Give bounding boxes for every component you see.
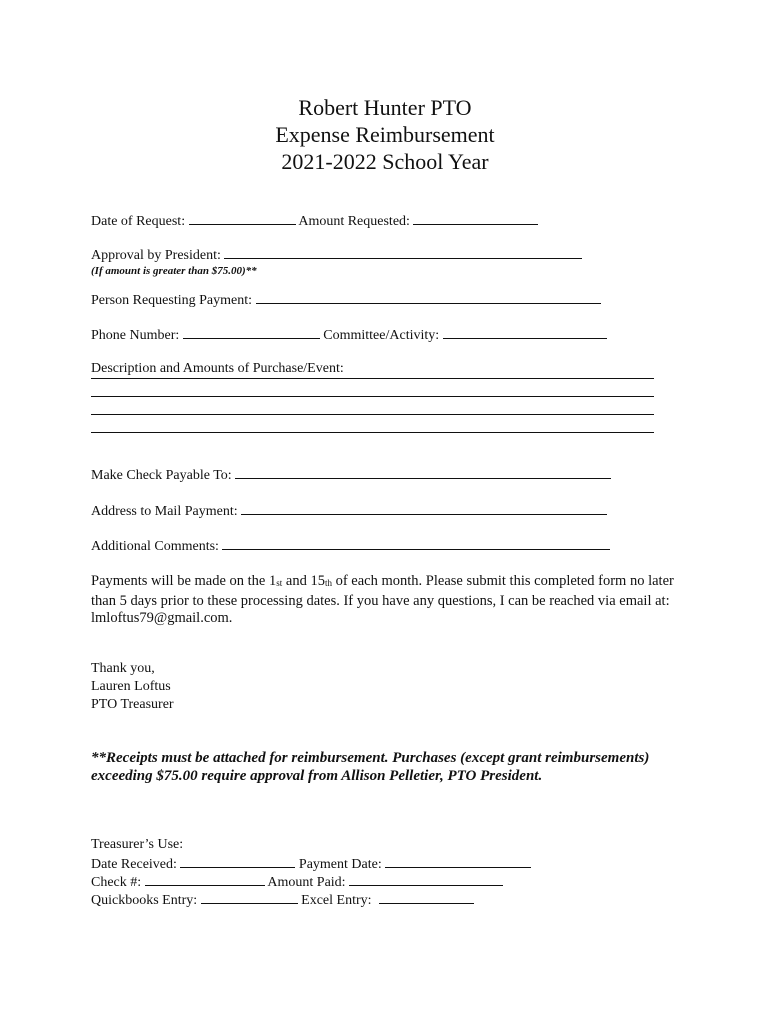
treasurer-row-1	[91, 855, 531, 873]
school-year: 2021-2022 School Year	[281, 149, 489, 174]
approval-note: (If amount is greater than $75.00)**	[91, 265, 257, 277]
date-of-request-label: Date of Request:	[91, 214, 186, 229]
treasurer-row-2	[91, 873, 503, 891]
approval-by-president-label: Approval by President:	[91, 248, 221, 263]
committee-activity-label: Committee/Activity:	[323, 328, 440, 343]
committee-activity-field[interactable]	[443, 326, 607, 339]
description-label: Description and Amounts of Purchase/Event:	[91, 361, 344, 376]
approval-row	[91, 246, 582, 264]
check-payable-field[interactable]	[235, 466, 611, 479]
description-line-1[interactable]	[91, 378, 654, 379]
description-line-4[interactable]	[91, 432, 654, 433]
person-requesting-row	[91, 291, 601, 309]
comments-field[interactable]	[222, 537, 610, 550]
date-amount-row	[91, 212, 538, 230]
excel-entry-field[interactable]	[379, 891, 474, 904]
date-received-label: Date Received:	[91, 857, 177, 872]
approval-by-president-field[interactable]	[224, 246, 582, 259]
comments-row	[91, 537, 610, 555]
description-line-2[interactable]	[91, 396, 654, 397]
payment-text-1: Payments will be made on the 1	[91, 573, 277, 589]
quickbooks-entry-label: Quickbooks Entry:	[91, 893, 198, 908]
amount-paid-label: Amount Paid:	[267, 875, 346, 890]
receipts-note: **Receipts must be attached for reimbursement. Purchases (except grant reimbursements) exceeding $75.00 require approval from Allison Pelletier, PTO President.	[91, 750, 650, 784]
comments-label: Additional Comments:	[91, 539, 219, 554]
payment-date-label: Payment Date:	[298, 857, 382, 872]
description-line-3[interactable]	[91, 414, 654, 415]
signoff-name: Lauren Loftus	[91, 679, 171, 694]
phone-number-field[interactable]	[183, 326, 320, 339]
check-payable-row	[91, 466, 611, 484]
address-label: Address to Mail Payment:	[91, 504, 238, 519]
signoff-role: PTO Treasurer	[91, 697, 174, 712]
treasurer-row-3	[91, 891, 474, 909]
quickbooks-entry-field[interactable]	[201, 891, 298, 904]
payment-schedule-paragraph	[91, 573, 681, 628]
form-title: Expense Reimbursement	[275, 122, 495, 147]
treasurer-heading: Treasurer’s Use:	[91, 837, 184, 852]
signoff-thanks: Thank you,	[91, 661, 155, 676]
date-received-field[interactable]	[180, 855, 295, 868]
payment-text-sup-2: th	[324, 578, 332, 588]
amount-requested-label: Amount Requested:	[298, 214, 410, 229]
payment-text-3: of each month. Please submit this completed form no later than 5 days prior to these processing dates. If you have any questions, I can be reached via email at: lmloftus79@gmail.com.	[91, 573, 674, 626]
person-requesting-field[interactable]	[256, 291, 601, 304]
check-number-field[interactable]	[145, 873, 265, 886]
form-org-title: Robert Hunter PTO	[298, 95, 472, 120]
person-requesting-label: Person Requesting Payment:	[91, 293, 252, 308]
check-number-label: Check #:	[91, 875, 142, 890]
phone-number-label: Phone Number:	[91, 328, 180, 343]
payment-text-2: and 15	[282, 573, 325, 589]
phone-committee-row	[91, 326, 607, 344]
amount-paid-field[interactable]	[349, 873, 503, 886]
date-of-request-field[interactable]	[189, 212, 296, 225]
check-payable-label: Make Check Payable To:	[91, 468, 232, 483]
amount-requested-field[interactable]	[413, 212, 538, 225]
payment-date-field[interactable]	[385, 855, 531, 868]
address-row	[91, 502, 607, 520]
excel-entry-label: Excel Entry:	[301, 893, 372, 908]
payment-text-sup-1: st	[276, 578, 283, 588]
address-field[interactable]	[241, 502, 607, 515]
